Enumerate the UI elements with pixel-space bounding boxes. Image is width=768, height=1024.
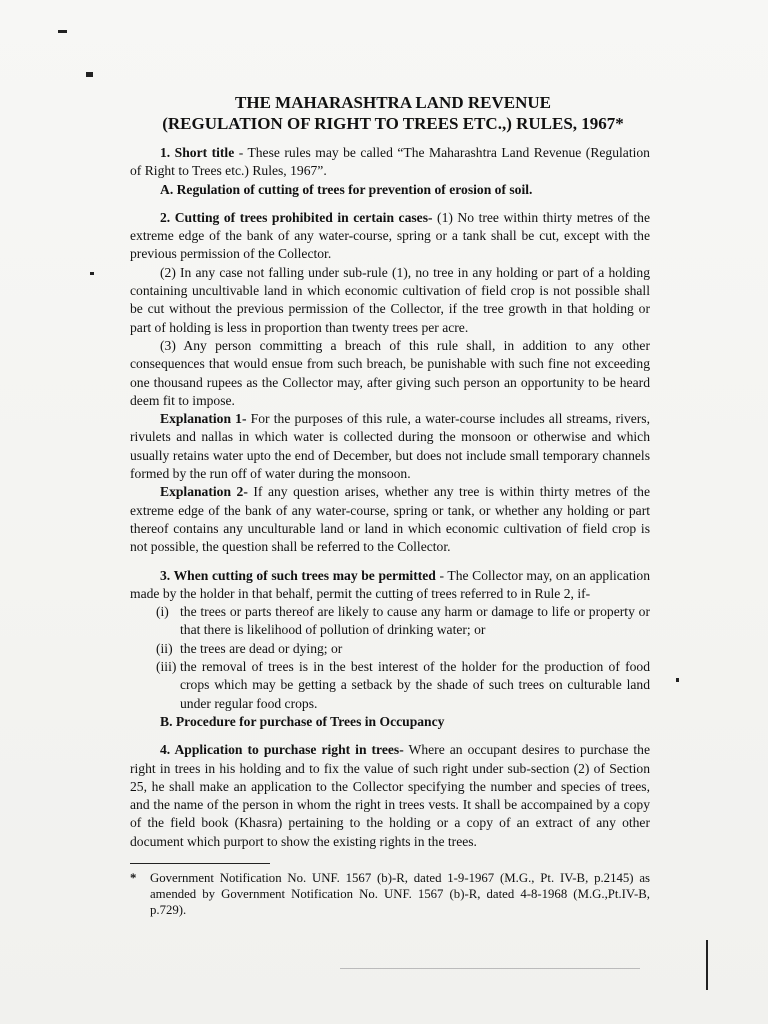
explanation-1-heading: Explanation 1- [160,411,247,427]
rule-2-sub3: (3) Any person committing a breach of this rule shall, in addition to any other consequences that would ensue from such breach, be punishable with such fine not exceeding one thousand rupees as the Collector may, after giving such person an opportunity to be heard deem fit to impose. [130,337,650,408]
list-item-number: (ii) [156,640,173,656]
explanation-2-text: If any question arises, whether any tree is within thirty metres of the extreme edge of the bank of any water-course, spring or tank, or whether any holding or part thereof contains any unculturable land or land in which economic cultivation of field crop is not possible, the question shall be referred to the Collector. [130,484,650,555]
document-body [130,92,650,918]
explanation-1 [130,410,650,483]
rule-3-conditions-list [130,603,650,713]
part-a-heading: A. Regulation of cutting of trees for prevention of erosion of soil. [160,181,533,197]
scan-edge-mark [706,940,708,990]
list-item-number: (iii) [156,659,177,675]
rule-1-heading: 1. Short title [160,145,235,160]
rule-2-sub1: (1) No tree within thirty metres of the extreme edge of the bank of any water-course, spring or a tank shall be cut, except with the previous permission of the Collector. [130,209,650,262]
explanation-2-heading: Explanation 2- [160,484,248,500]
scan-dot-right [676,678,679,682]
scan-mark-top-left [58,30,67,33]
list-item [130,658,650,713]
scan-dot-left [90,272,94,275]
list-item [130,603,650,640]
document-title-line1: THE MAHARASHTRA LAND REVENUE [235,93,551,112]
rule-2-sub2: (2) In any case not falling under sub-rule (1), no tree in any holding or part of a holding containing uncultivable land in which economic cultivation of field crop is not possible shall be cut without the previous permission of the Collector, if the tree growth in that holding or part of holding is less in proportion than twenty trees per acre. [130,264,650,335]
explanation-1-text: For the purposes of this rule, a water-course includes all streams, rivers, rivulets and nallas in which water is collected during the monsoon or otherwise and which usually retains water upto the end of December, but does not include small temporary channels formed by the run off of water during the monsoon. [130,411,650,482]
rule-3-text: - The Collector may, on an application made by the holder in that behalf, permit the cutting of trees referred to in Rule 2, if- [130,567,650,601]
rule-4 [130,741,650,851]
list-item-text: the removal of trees is in the best interest of the holder for the production of food crops which may be getting a setback by the shade of such trees on culturable land under regular food crops. [180,659,650,711]
scan-mark-left [86,72,93,77]
footnote-text: Government Notification No. UNF. 1567 (b)-R, dated 1-9-1967 (M.G., Pt. IV-B, p.2145) as amended by Government Notification No. UNF. 1567 (b)-R, dated 4-8-1968 (M.G.,Pt.IV-B, p.729). [150,870,650,917]
rule-2 [130,209,650,264]
footnote-divider [130,863,270,864]
scan-line-bottom [340,968,640,969]
rule-4-text: Where an occupant desires to purchase the right in trees in his holding and to fix the value of such right under sub-section (2) of Section 25, he shall make an application to the Collector specifying the number and species of trees, and the name of the person in whom the right in trees vests. It shall be accompained by a copy of the field book (Khasra) pertaining to the holding or a copy of an extract of any other document which purport to show the existing rights in the trees. [130,742,650,849]
rule-4-heading: 4. Application to purchase right in trees- [160,742,404,758]
list-item-number: (i) [156,604,169,620]
list-item-text: the trees are dead or dying; or [180,640,343,656]
rule-1 [130,144,650,181]
list-item [130,640,650,658]
rule-2-heading: 2. Cutting of trees prohibited in certain cases- [160,209,433,225]
footnote [130,870,650,918]
footnote-marker: * [130,870,137,885]
document-title-line2: (REGULATION OF RIGHT TO TREES ETC.,) RULES, 1967* [162,114,624,133]
rule-3 [130,567,650,604]
explanation-2 [130,483,650,556]
rule-1-text: - These rules may be called “The Maharashtra Land Revenue (Regulation of Right to Trees etc.) Rules, 1967”. [130,145,650,179]
part-b-heading: B. Procedure for purchase of Trees in Occupancy [160,713,445,729]
list-item-text: the trees or parts thereof are likely to cause any harm or damage to life or property or that there is likelihood of pollution of drinking water; or [180,604,650,638]
rule-3-heading: 3. When cutting of such trees may be permitted [160,567,436,583]
